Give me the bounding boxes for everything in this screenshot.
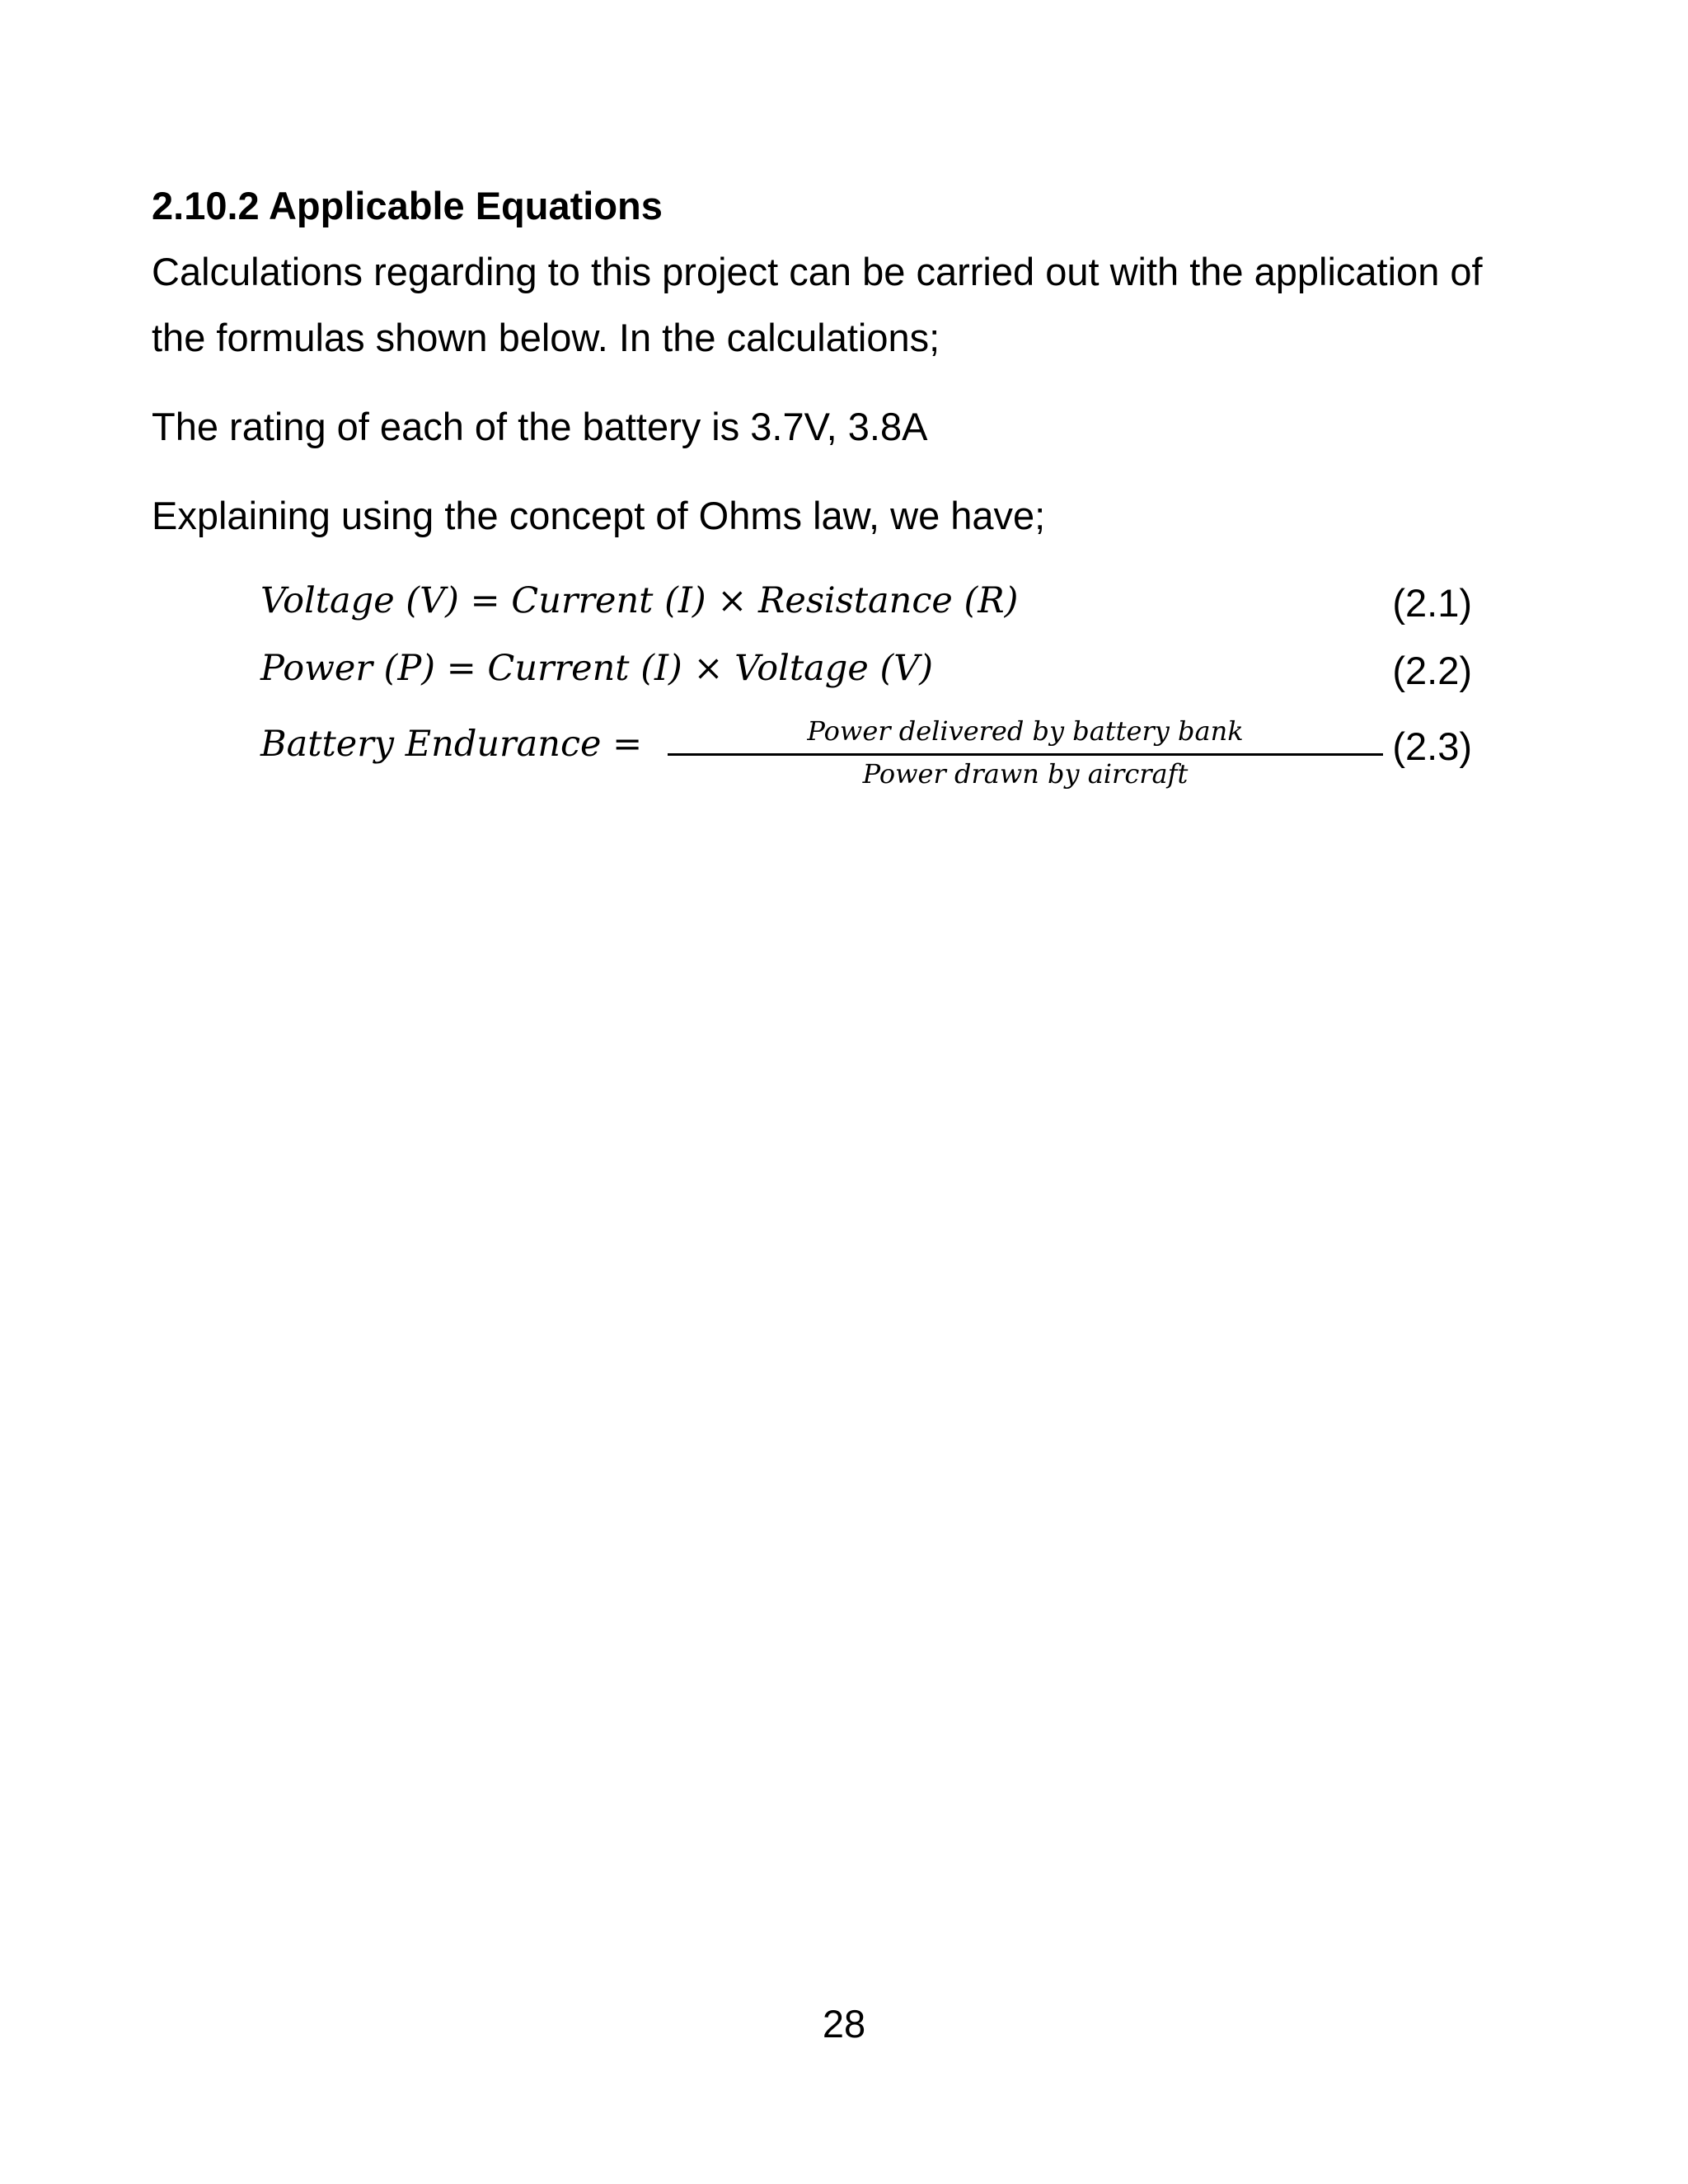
ohms-law-intro-text: Explaining using the concept of Ohms law, we have; (152, 494, 1046, 537)
page-number: 28 (822, 2002, 866, 2046)
equation-2-3-denominator: Power drawn by aircraft (862, 758, 1189, 790)
equation-2-1-equals: = (470, 580, 500, 621)
equation-2-3-left: Battery Endurance (260, 724, 602, 765)
equation-2-1-term-1: Current (I) (511, 580, 706, 621)
equation-2-3-numerator: Power delivered by battery bank (807, 715, 1244, 747)
equation-2-2-term-2: Voltage (V) (734, 648, 934, 689)
equation-2-3-fraction (668, 715, 1383, 798)
equation-2-3-equals: = (612, 724, 643, 765)
equation-2-2-operator: × (693, 648, 724, 689)
equation-2-1-term-2: Resistance (R) (758, 580, 1019, 621)
equation-2-2 (260, 648, 1472, 714)
battery-rating-text: The rating of each of the battery is 3.7V, 3.8A (152, 405, 928, 448)
section-heading: 2.10.2 Applicable Equations (152, 184, 663, 227)
equation-2-3-number: (2.3) (1392, 724, 1472, 768)
equation-2-3 (260, 715, 1472, 798)
equation-2-1 (260, 580, 1472, 646)
intro-paragraph-line-1: Calculations regarding to this project can be carried out with the application of (152, 250, 1483, 293)
equation-2-2-left: Power (P) (260, 648, 436, 689)
intro-paragraph-line-2: the formulas shown below. In the calculations; (152, 316, 940, 359)
equation-2-1-expression (260, 580, 1018, 621)
equation-2-2-term-1: Current (I) (487, 648, 682, 689)
equation-2-2-expression (260, 648, 933, 689)
equation-2-3-expression (260, 724, 642, 765)
equation-2-2-number: (2.2) (1392, 649, 1472, 692)
equation-2-2-equals: = (446, 648, 476, 689)
equation-2-1-number: (2.1) (1392, 581, 1472, 625)
intro-paragraph (152, 239, 1483, 371)
fraction-bar (668, 753, 1383, 756)
equation-2-1-operator: × (717, 580, 748, 621)
equation-2-1-left: Voltage (V) (260, 580, 459, 621)
